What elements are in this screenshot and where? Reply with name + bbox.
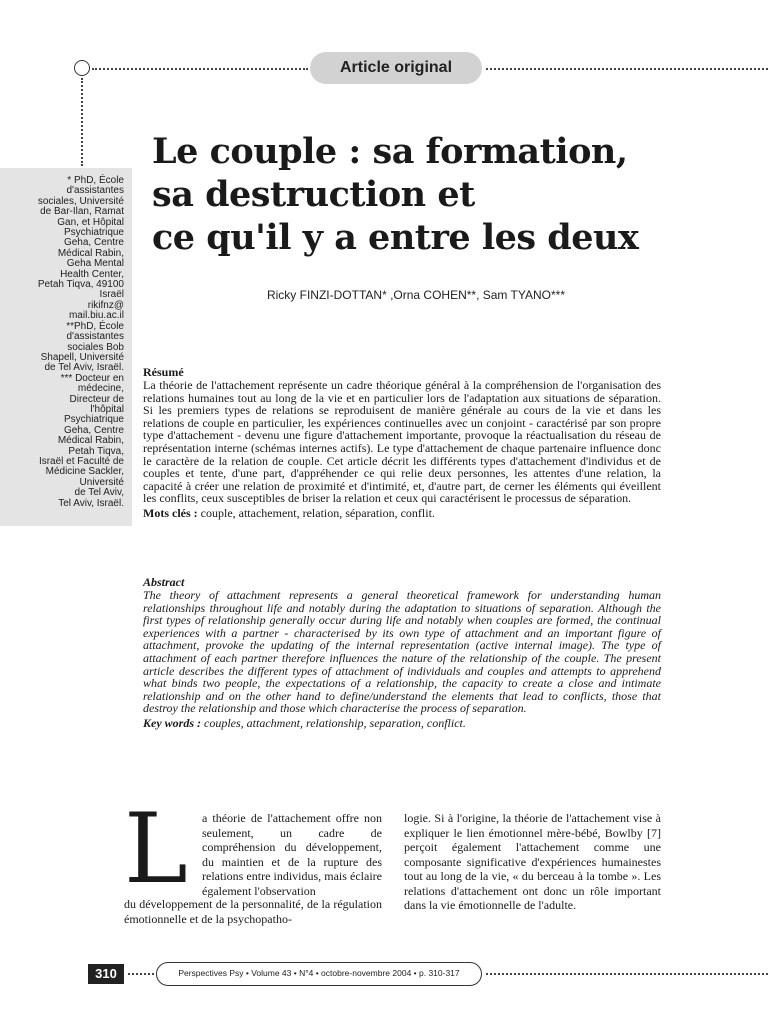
resume-heading: Résumé bbox=[143, 365, 184, 379]
abstract-keywords bbox=[143, 717, 661, 730]
abstract-keywords-label: Key words : bbox=[143, 715, 201, 730]
footer-dotted-rule-right bbox=[486, 973, 768, 975]
article-title: Le couple : sa formation, sa destruction et ce qu'il y a entre les deux bbox=[152, 131, 639, 258]
footer-dotted-rule-left bbox=[128, 973, 154, 975]
body-column-1-indented: a théorie de l'attachement offre non seulement, un cadre de compréhension du développement, du maintien et de la rupture des relations entre individus, mais éclaire également l'observation bbox=[202, 811, 382, 898]
footer-citation: Perspectives Psy • Volume 43 • N°4 • octobre-novembre 2004 • p. 310-317 bbox=[156, 962, 482, 986]
article-authors: Ricky FINZI-DOTTAN* ,Orna COHEN**, Sam TYANO*** bbox=[266, 288, 566, 302]
abstract-keywords-value: couples, attachment, relationship, separation, conflict. bbox=[204, 715, 466, 730]
abstract-heading: Abstract bbox=[143, 575, 185, 589]
article-type-badge: Article original bbox=[310, 52, 482, 84]
drop-cap-letter: L bbox=[124, 793, 188, 905]
resume-section bbox=[143, 366, 661, 520]
abstract-section bbox=[143, 576, 661, 730]
resume-keywords-label: Mots clés : bbox=[143, 505, 198, 520]
body-column-2: logie. Si à l'origine, la théorie de l'attachement vise à expliquer le lien émotionnel mère-bébé, Bowlby [7] perçoit également l'attachement comme une composante significative d'expériences humainestes tout au long de la vie, « du berceau à la tombe ». Les relations d'attachement ont donc un rôle important dans la vie émotionnelle de l'adulte. bbox=[404, 811, 661, 912]
header-dotted-vertical bbox=[81, 78, 83, 166]
resume-keywords-value: couple, attachement, relation, séparation, conflit. bbox=[200, 505, 435, 520]
resume-keywords bbox=[143, 507, 661, 520]
resume-text: La théorie de l'attachement représente un cadre théorique général à la compréhension de l'organisation des relations humaines tout au long de la vie et en particulier lors de l'adaptation aux situations de séparation. Si les premiers types de relations se reproduisent de manière générale au cours de la vie et dans les relations de couple en particulier, les expériences continuelles avec un conjoint - caractérisé par son propre type d'attachement - devenu une figure d'attachement importante, provoque la réactualisation du réseau de représentation interne (schémas internes actifs). Le type d'attachement de chaque partenaire influence donc le caractère de la relation de couple. Cet article décrit les différents types d'attachement d'individus et de couples et tente, d'une part, d'appréhender ce qui relie deux personnes, les attentes d'une relation, la capacité à créer une relation de proximité et d'intimité, et, d'autre part, de cerner les éléments qui éveillent les conflits, ceux susceptibles de briser la relation et ceux qui caractérisent le processus de séparation. bbox=[143, 378, 661, 506]
header-dotted-rule bbox=[92, 68, 308, 70]
abstract-text: The theory of attachment represents a general theoretical framework for understanding human relationships throughout life and notably during the adaptation to situations of separation. Although the first types of relationship generally occur during life and notably when couples are formed, the continual experiences with a partner - characterised by its own type of attachment and an important figure of attachment, provoke the updating of the internal representation (active internal image). The type of attachment of each partner therefore influences the nature of the relationship of the couple. The present article describes the different types of attachment of individuals and couples and attempts to apprehend what binds two people, the expectations of a relationship, the capacity to create a close and intimate relationship and on the other hand to define/understand the elements that lead to conflicts, those that destroy the relationship and those which characterise the process of separation. bbox=[143, 588, 661, 716]
header-dotted-rule-right bbox=[486, 68, 768, 70]
affiliations-sidebar bbox=[0, 168, 132, 526]
body-column-1-full: du développement de la personnalité, de la régulation émotionnelle et de la psychopatho- bbox=[124, 897, 382, 926]
header-circle-ornament bbox=[74, 60, 90, 76]
page-number: 310 bbox=[88, 964, 124, 984]
affiliations-text: * PhD, École d'assistantes sociales, Université de Bar-Ilan, Ramat Gan, et Hôpital Psychiatrique Geha, Centre Médical Rabin, Geha Mental Health Center, Petah Tiqva, 49100 Israël rikifnz@ mail.biu.ac.il **PhD, École d'assistantes sociales Bob Shapell, Université de Tel Aviv, Israël. *** Docteur en médecine, Directeur de l'hôpital Psychiatrique Geha, Centre Médical Rabin, Petah Tiqva, Israël et Faculté de Médicine Sackler, Université de Tel Aviv, Tel Aviv, Israël. bbox=[37, 175, 124, 509]
